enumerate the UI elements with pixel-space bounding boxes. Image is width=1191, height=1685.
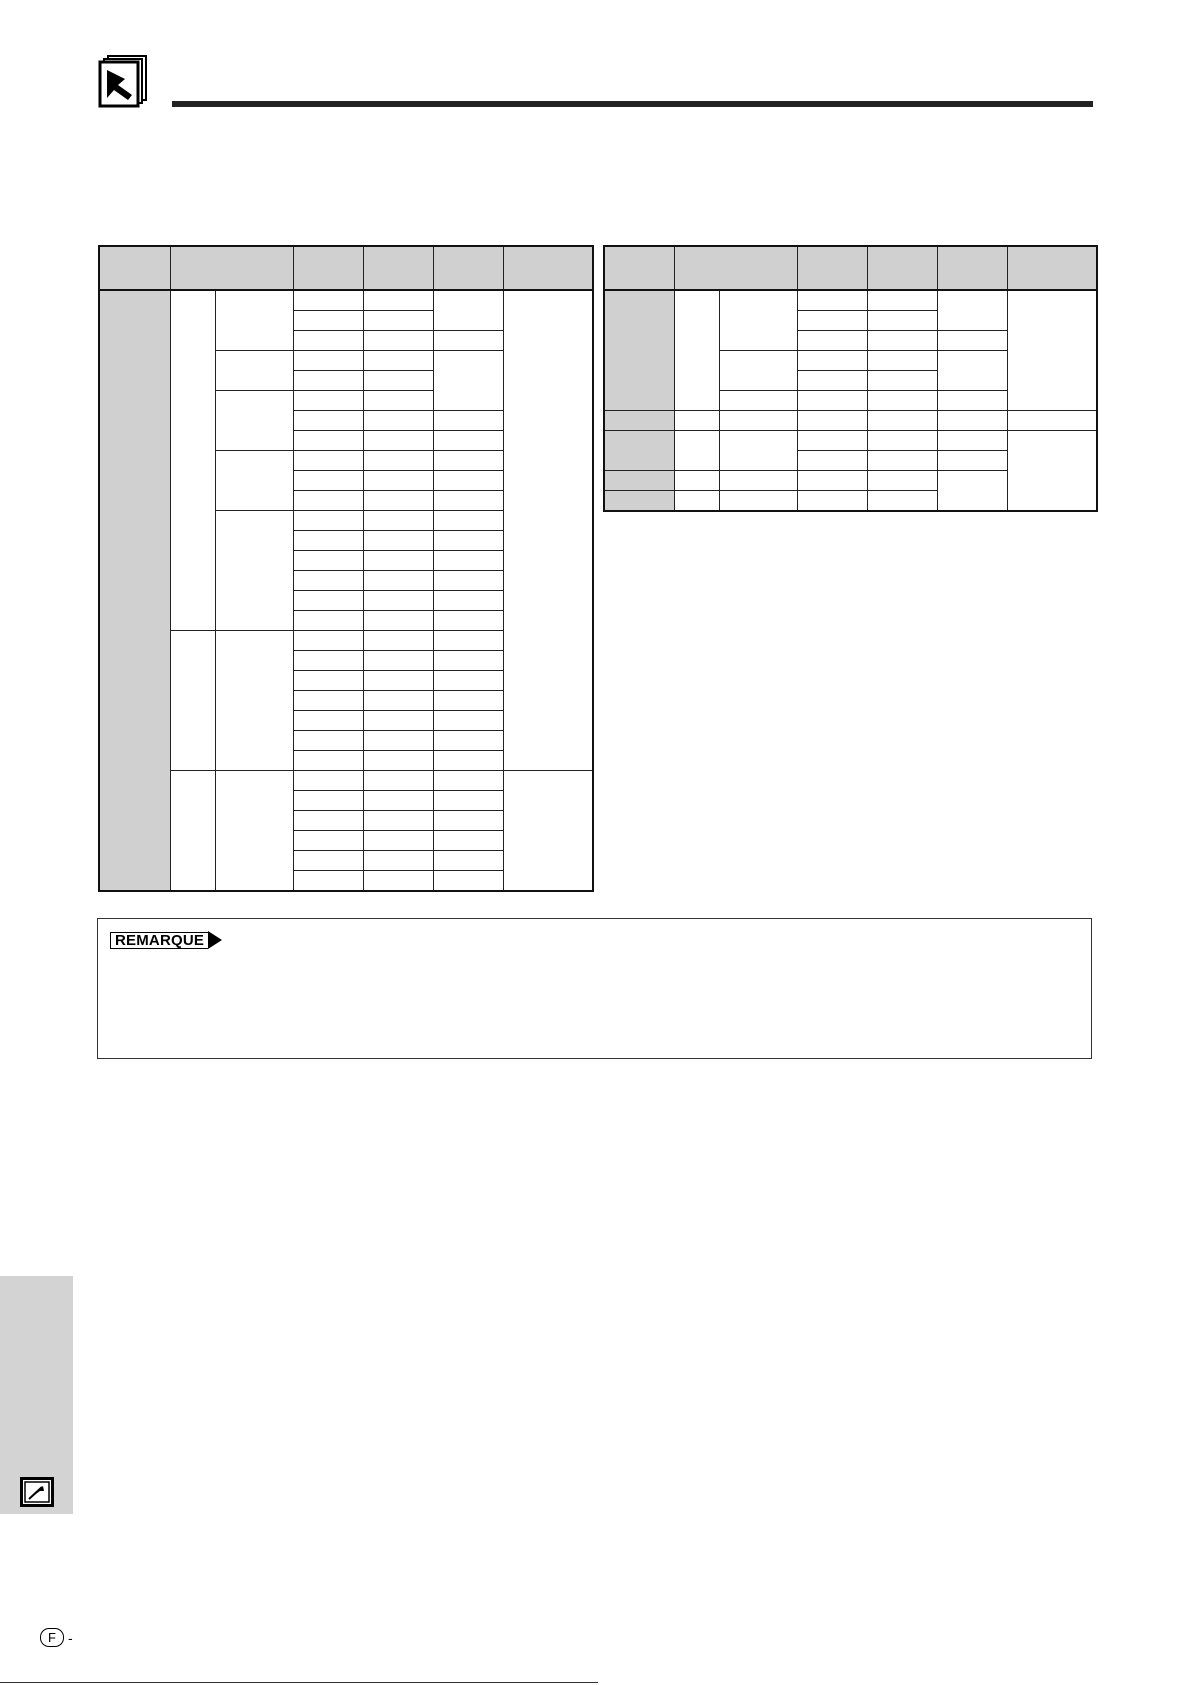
subgroup-cell xyxy=(719,290,797,351)
left-table xyxy=(98,245,594,892)
table-cell xyxy=(293,551,363,571)
header-cell xyxy=(797,246,867,290)
header-cell xyxy=(674,246,797,290)
table-cell xyxy=(433,551,503,571)
table-cell xyxy=(433,711,503,731)
table-cell xyxy=(433,631,503,651)
subgroup-cell xyxy=(719,411,797,431)
table-cell xyxy=(433,511,503,531)
table-cell xyxy=(293,311,363,331)
table-cell xyxy=(363,451,433,471)
table-cell xyxy=(433,531,503,551)
table-cell xyxy=(293,491,363,511)
table-cell xyxy=(293,651,363,671)
group-cell xyxy=(674,431,719,471)
category-cell xyxy=(604,290,674,411)
table-cell xyxy=(363,431,433,451)
group-cell xyxy=(170,771,215,892)
subgroup-cell xyxy=(719,471,797,491)
table-cell xyxy=(797,411,867,431)
table-cell xyxy=(363,591,433,611)
group-cell xyxy=(170,631,215,771)
note-label-text: REMARQUE xyxy=(110,932,208,949)
table-cell xyxy=(363,651,433,671)
table-cell xyxy=(433,591,503,611)
subgroup-cell xyxy=(215,771,293,892)
category-cell xyxy=(604,471,674,491)
subgroup-cell xyxy=(719,351,797,391)
table-cell xyxy=(937,331,1007,351)
table-cell xyxy=(867,351,937,371)
document-corner-icon xyxy=(20,1477,54,1507)
header-cell xyxy=(503,246,593,290)
table-cell xyxy=(293,411,363,431)
subgroup-cell xyxy=(215,290,293,351)
table-cell xyxy=(433,611,503,631)
header-cell xyxy=(1007,246,1097,290)
header-cell xyxy=(433,246,503,290)
table-cell xyxy=(293,371,363,391)
table-cell xyxy=(797,371,867,391)
category-cell xyxy=(604,411,674,431)
table-cell xyxy=(293,711,363,731)
right-table xyxy=(603,245,1098,512)
table-cell xyxy=(433,471,503,491)
table-cell xyxy=(937,290,1007,331)
table-cell xyxy=(363,791,433,811)
note-box xyxy=(97,918,1092,1059)
table-cell xyxy=(363,391,433,411)
table-cell xyxy=(937,351,1007,391)
table-cell xyxy=(363,811,433,831)
table-cell xyxy=(363,290,433,311)
table-cell xyxy=(433,571,503,591)
header-cell xyxy=(604,246,674,290)
table-cell xyxy=(293,731,363,751)
table-cell xyxy=(867,311,937,331)
table-cell xyxy=(433,411,503,431)
table-cell xyxy=(867,290,937,311)
category-cell xyxy=(604,431,674,471)
subgroup-cell xyxy=(215,391,293,451)
group-cell xyxy=(674,290,719,411)
group-cell xyxy=(674,471,719,491)
table-cell xyxy=(293,851,363,871)
table-cell xyxy=(293,351,363,371)
header-cell xyxy=(937,246,1007,290)
table-cell xyxy=(293,290,363,311)
subgroup-cell xyxy=(215,631,293,771)
table-cell xyxy=(363,531,433,551)
table-cell xyxy=(433,651,503,671)
table-cell xyxy=(433,831,503,851)
subgroup-cell xyxy=(215,511,293,631)
subgroup-cell xyxy=(719,431,797,471)
table-cell xyxy=(797,471,867,491)
table-cell xyxy=(867,471,937,491)
table-cell xyxy=(293,871,363,892)
document-pages-icon xyxy=(98,54,148,108)
table-cell xyxy=(433,771,503,791)
table-cell xyxy=(433,731,503,751)
table-cell xyxy=(433,691,503,711)
header-rule xyxy=(172,101,1093,107)
table-cell xyxy=(503,290,593,771)
table-cell xyxy=(363,551,433,571)
subgroup-cell xyxy=(215,351,293,391)
table-cell xyxy=(363,831,433,851)
table-cell xyxy=(363,631,433,651)
table-cell xyxy=(433,451,503,471)
table-cell xyxy=(797,491,867,512)
table-cell xyxy=(293,511,363,531)
table-cell xyxy=(797,331,867,351)
table-cell xyxy=(867,431,937,451)
table-cell xyxy=(867,331,937,351)
table-cell xyxy=(293,691,363,711)
table-cell xyxy=(363,671,433,691)
table-cell xyxy=(867,371,937,391)
table-cell xyxy=(433,290,503,331)
table-cell xyxy=(363,471,433,491)
table-cell xyxy=(363,311,433,331)
table-cell xyxy=(1007,431,1097,512)
table-cell xyxy=(433,851,503,871)
group-cell xyxy=(674,411,719,431)
table-cell xyxy=(293,571,363,591)
table-cell xyxy=(937,411,1007,431)
table-cell xyxy=(503,771,593,892)
table-cell xyxy=(937,451,1007,471)
table-cell xyxy=(293,611,363,631)
table-cell xyxy=(433,791,503,811)
header-cell xyxy=(363,246,433,290)
subgroup-cell xyxy=(719,391,797,411)
table-cell xyxy=(433,811,503,831)
arrow-right-icon xyxy=(208,931,222,949)
table-cell xyxy=(363,411,433,431)
table-cell xyxy=(363,691,433,711)
table-cell xyxy=(797,451,867,471)
header-cell xyxy=(170,246,293,290)
table-cell xyxy=(937,431,1007,451)
group-cell xyxy=(170,290,215,631)
table-cell xyxy=(363,571,433,591)
table-cell xyxy=(937,471,1007,512)
table-cell xyxy=(433,751,503,771)
page-letter: F xyxy=(40,1628,64,1647)
table-cell xyxy=(797,290,867,311)
table-cell xyxy=(293,331,363,351)
table-cell xyxy=(867,411,937,431)
table-cell xyxy=(867,451,937,471)
subgroup-cell xyxy=(215,451,293,511)
table-cell xyxy=(363,331,433,351)
table-cell xyxy=(433,351,503,411)
table-cell xyxy=(293,671,363,691)
table-cell xyxy=(433,431,503,451)
table-cell xyxy=(797,391,867,411)
table-cell xyxy=(797,351,867,371)
table-cell xyxy=(433,871,503,892)
table-cell xyxy=(293,771,363,791)
table-cell xyxy=(293,831,363,851)
table-cell xyxy=(433,331,503,351)
page-marker xyxy=(40,1628,73,1647)
table-cell xyxy=(363,711,433,731)
table-cell xyxy=(363,371,433,391)
table-cell xyxy=(293,591,363,611)
table-cell xyxy=(293,531,363,551)
table-cell xyxy=(293,471,363,491)
table-cell xyxy=(293,631,363,651)
table-cell xyxy=(1007,411,1097,431)
table-cell xyxy=(363,871,433,892)
table-cell xyxy=(363,731,433,751)
header-cell xyxy=(867,246,937,290)
table-cell xyxy=(363,511,433,531)
table-cell xyxy=(867,491,937,512)
category-cell xyxy=(604,491,674,512)
table-cell xyxy=(293,391,363,411)
table-cell xyxy=(363,611,433,631)
table-cell xyxy=(433,671,503,691)
table-cell xyxy=(867,391,937,411)
footer-rule xyxy=(0,1682,598,1683)
header-cell xyxy=(293,246,363,290)
subgroup-cell xyxy=(719,491,797,512)
category-cell xyxy=(99,290,170,891)
table-cell xyxy=(797,311,867,331)
table-cell xyxy=(293,431,363,451)
table-cell xyxy=(293,791,363,811)
table-cell xyxy=(293,451,363,471)
table-cell xyxy=(293,811,363,831)
note-label xyxy=(110,931,222,949)
table-cell xyxy=(1007,290,1097,411)
table-cell xyxy=(363,851,433,871)
header-cell xyxy=(99,246,170,290)
table-cell xyxy=(363,491,433,511)
table-cell xyxy=(363,751,433,771)
table-cell xyxy=(433,491,503,511)
group-cell xyxy=(674,491,719,512)
table-cell xyxy=(363,351,433,371)
table-cell xyxy=(363,771,433,791)
table-cell xyxy=(937,391,1007,411)
page-separator: - xyxy=(68,1629,73,1646)
table-cell xyxy=(293,751,363,771)
table-cell xyxy=(797,431,867,451)
